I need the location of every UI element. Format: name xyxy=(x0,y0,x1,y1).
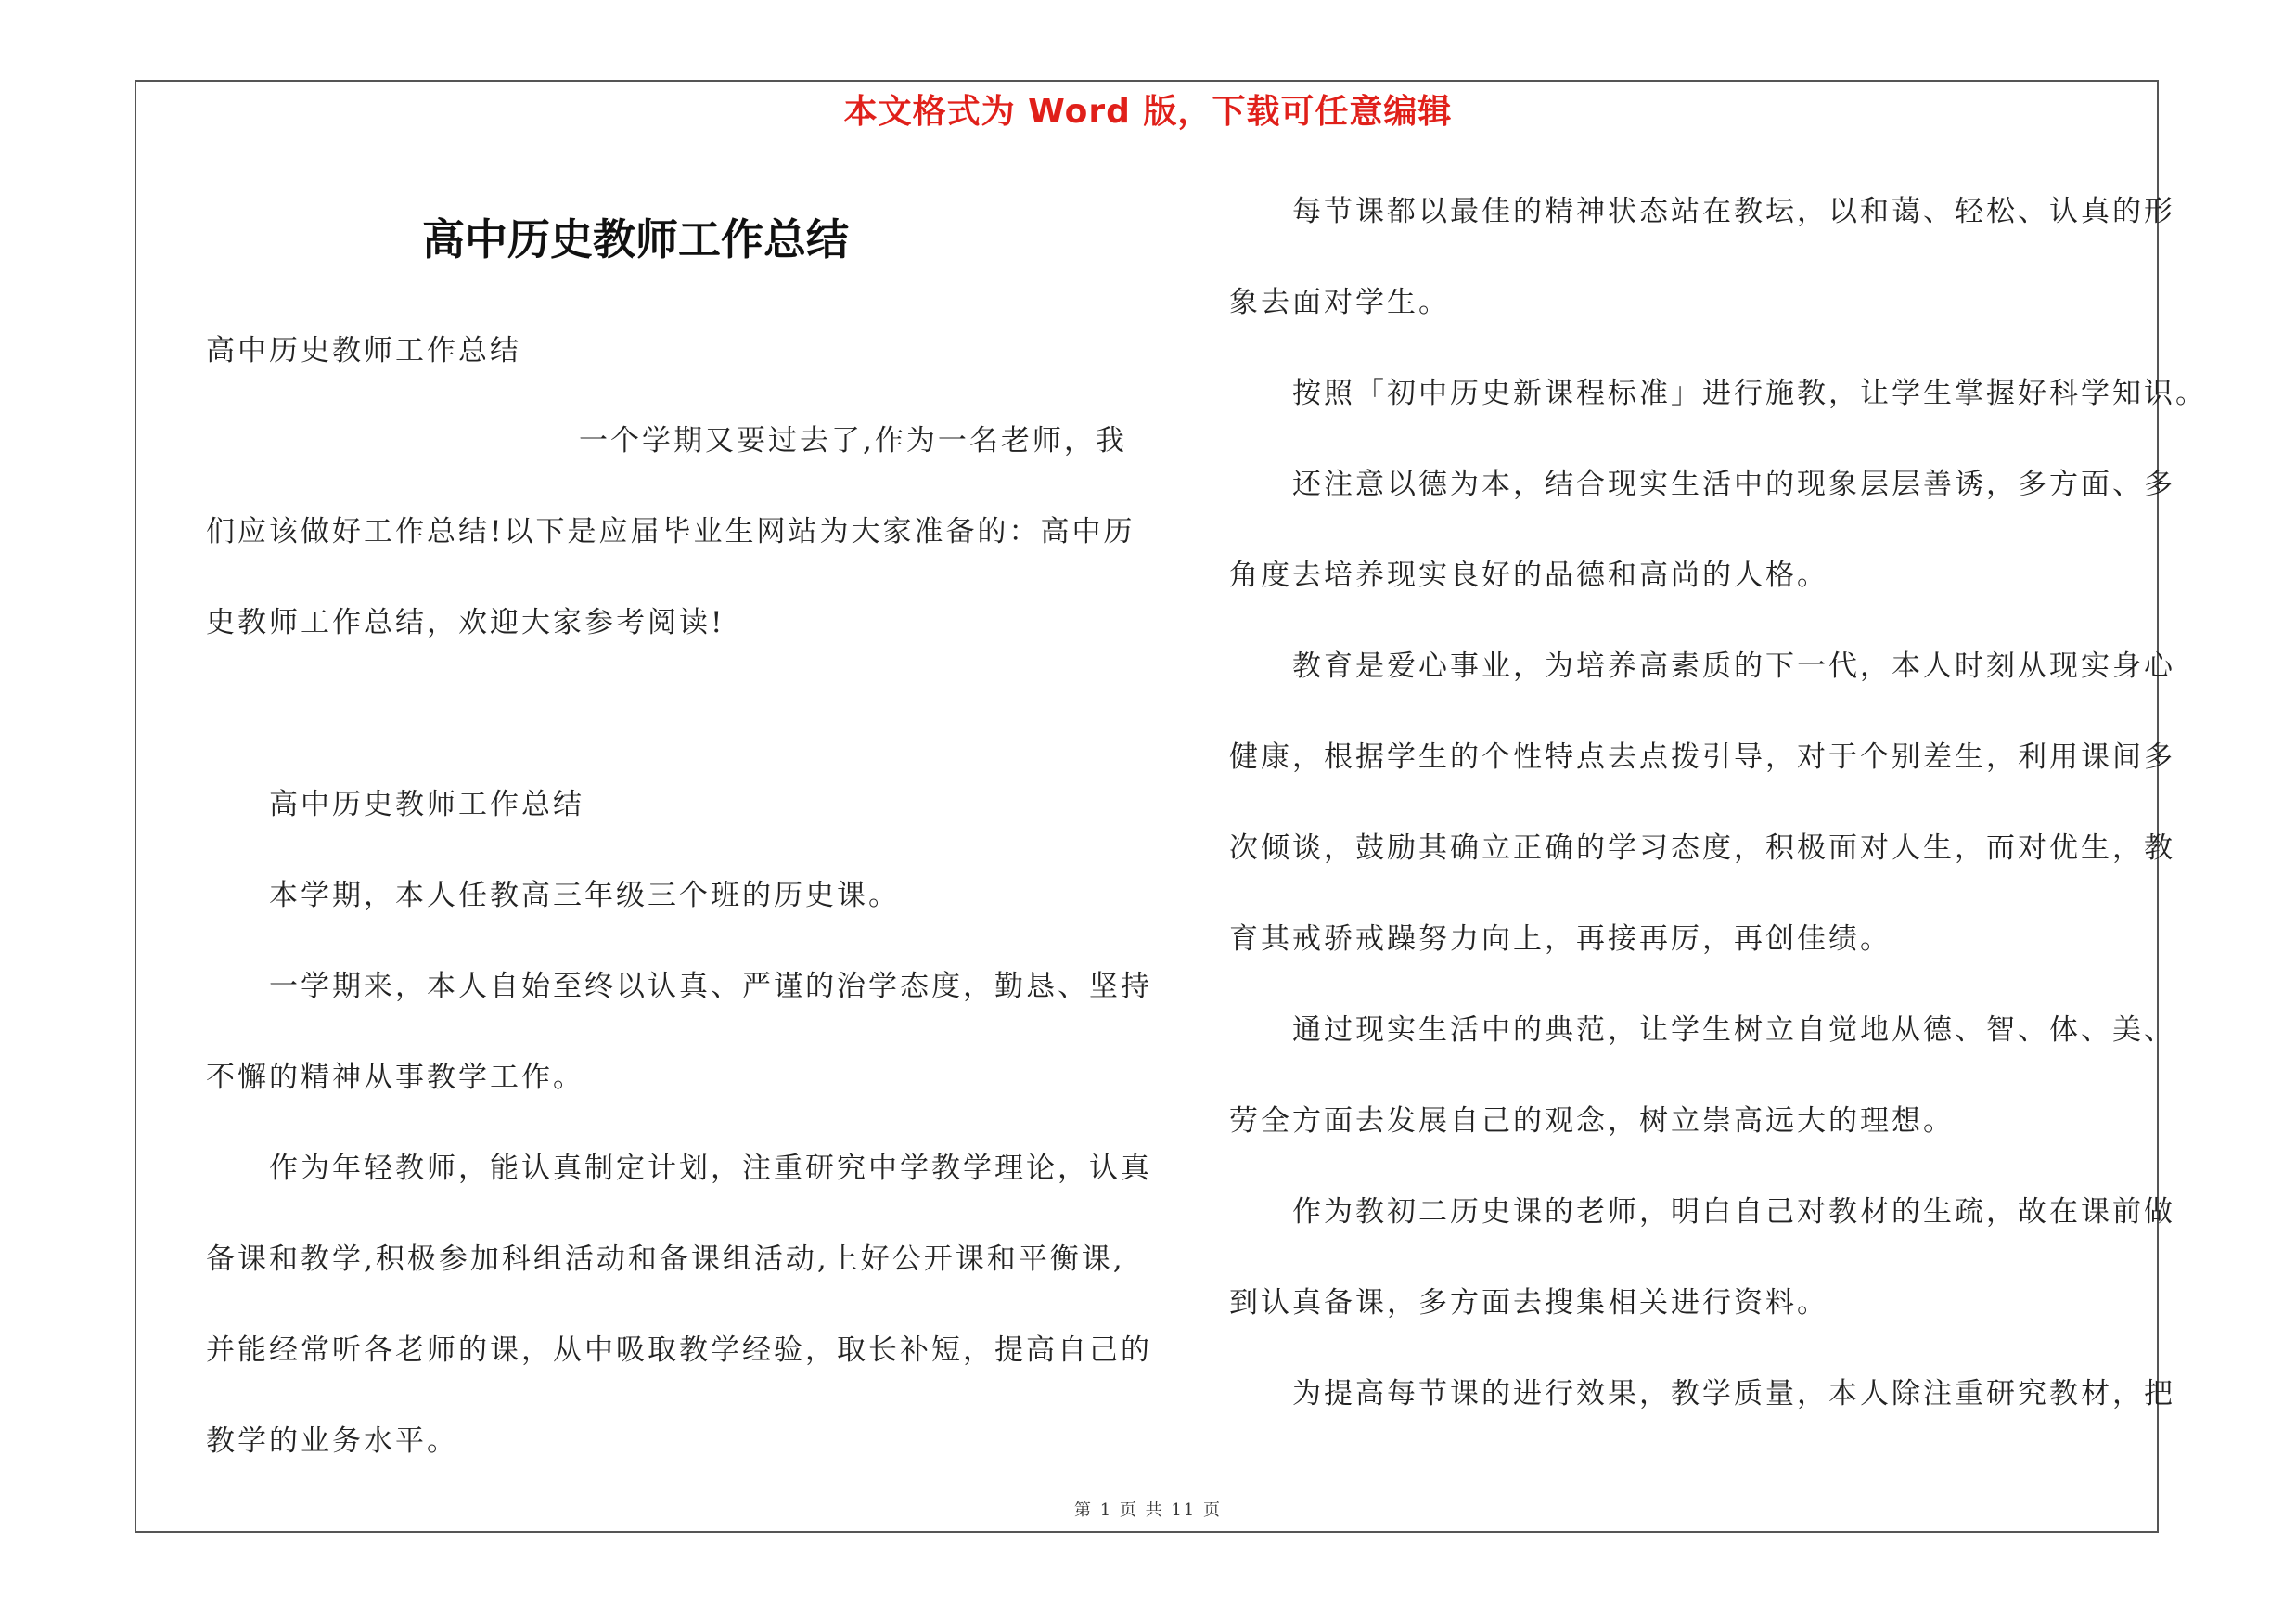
paragraph-line: 到认真备课，多方面去搜集相关进行资料。 xyxy=(1229,1286,1828,1320)
paragraph-line: 一个学期又要过去了,作为一名老师，我 xyxy=(579,424,1127,457)
editable-banner: 本文格式为 Word 版，下载可任意编辑 xyxy=(843,93,1453,131)
paragraph-line: 们应该做好工作总结!以下是应届毕业生网站为大家准备的：高中历 xyxy=(206,515,1135,548)
paragraph-line: 备课和教学,积极参加科组活动和备课组活动,上好公开课和平衡课, xyxy=(206,1243,1125,1276)
paragraph-line: 象去面对学生。 xyxy=(1229,286,1450,319)
paragraph-line: 按照「初中历史新课程标准」进行施教，让学生掌握好科学知识。 xyxy=(1292,377,2207,410)
paragraph-line: 高中历史教师工作总结 xyxy=(269,788,584,821)
paragraph-line: 每节课都以最佳的精神状态站在教坛，以和蔼、轻松、认真的形 xyxy=(1292,195,2175,228)
paragraph-line: 高中历史教师工作总结 xyxy=(206,334,521,367)
paragraph-line: 健康，根据学生的个性特点去点拨引导，对于个别差生，利用课间多 xyxy=(1229,741,2175,774)
paragraph-line: 作为教初二历史课的老师，明白自己对教材的生疏，故在课前做 xyxy=(1292,1195,2175,1229)
document-title: 高中历史教师工作总结 xyxy=(422,214,849,264)
paragraph-line: 不懈的精神从事教学工作。 xyxy=(206,1061,584,1094)
paragraph-line: 并能经常听各老师的课，从中吸取教学经验，取长补短，提高自己的 xyxy=(206,1333,1152,1367)
paragraph-line: 本学期，本人任教高三年级三个班的历史课。 xyxy=(269,879,900,912)
paragraph-line: 史教师工作总结，欢迎大家参考阅读! xyxy=(206,606,725,639)
paragraph-line: 次倾谈，鼓励其确立正确的学习态度，积极面对人生，而对优生，教 xyxy=(1229,831,2175,865)
paragraph-line: 劳全方面去发展自己的观念，树立崇高远大的理想。 xyxy=(1229,1104,1955,1138)
paragraph-line: 还注意以德为本，结合现实生活中的现象层层善诱，多方面、多 xyxy=(1292,468,2175,501)
paragraph-line: 一学期来，本人自始至终以认真、严谨的治学态度，勤恳、坚持 xyxy=(269,970,1152,1003)
paragraph-line: 通过现实生活中的典范，让学生树立自觉地从德、智、体、美、 xyxy=(1292,1013,2175,1047)
paragraph-line: 角度去培养现实良好的品德和高尚的人格。 xyxy=(1229,559,1828,592)
paragraph-line: 为提高每节课的进行效果，教学质量，本人除注重研究教材，把 xyxy=(1292,1377,2175,1410)
paragraph-line: 育其戒骄戒躁努力向上，再接再厉，再创佳绩。 xyxy=(1229,922,1892,956)
paragraph-line: 作为年轻教师，能认真制定计划，注重研究中学教学理论，认真 xyxy=(269,1152,1152,1185)
paragraph-line: 教育是爱心事业，为培养高素质的下一代，本人时刻从现实身心 xyxy=(1292,650,2175,683)
paragraph-line: 教学的业务水平。 xyxy=(206,1424,458,1458)
page-number-footer: 第 1 页 共 11 页 xyxy=(1074,1501,1222,1520)
